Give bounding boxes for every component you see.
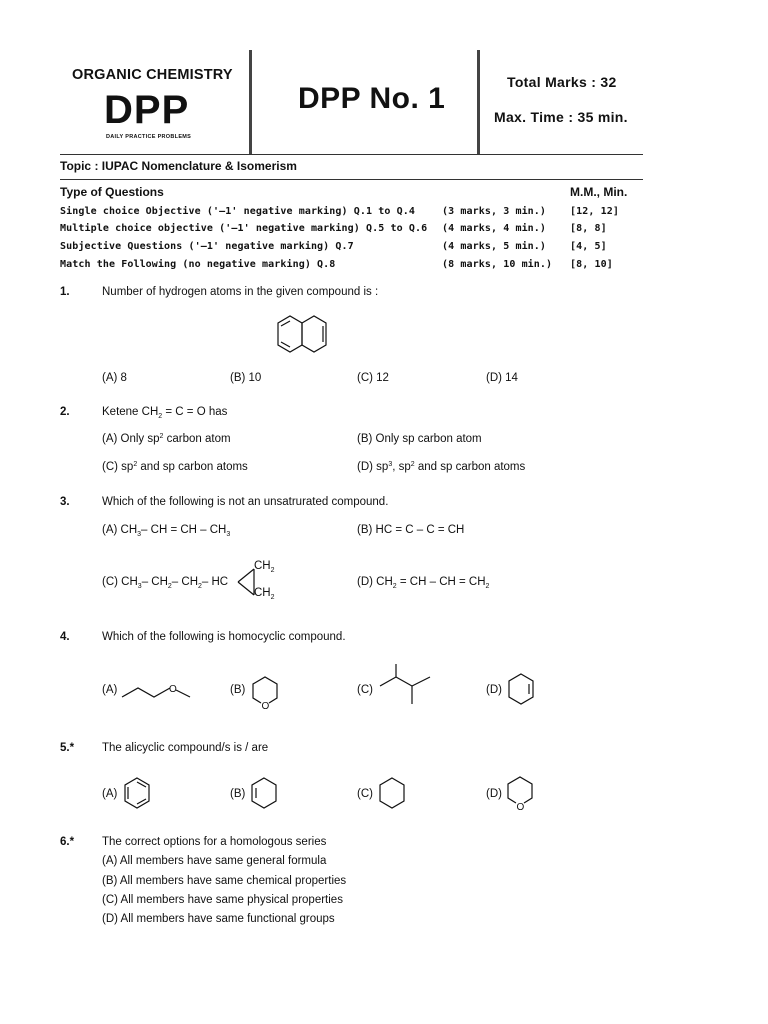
dihydronaphthalene-structure — [270, 313, 340, 358]
option-c: (C) All members have same physical properties — [102, 894, 343, 906]
total-marks: Total Marks : 32 — [507, 74, 617, 90]
option-d: (D) — [486, 684, 502, 696]
option-c: (C) 12 — [357, 372, 389, 384]
option-c: (C) — [357, 788, 373, 800]
header-rule — [60, 154, 643, 155]
option-c: (C) $sp^2$ and sp carbon atoms — [102, 461, 248, 473]
dpp-number: DPP No. 1 — [298, 82, 446, 115]
subject-title: ORGANIC CHEMISTRY — [72, 67, 233, 83]
type-row-marks: (4 marks, 4 min.) — [442, 223, 547, 234]
type-row-mm: [8, 8] — [570, 223, 607, 234]
mm-heading: M.M., Min. — [570, 185, 628, 199]
question-number: 1. — [60, 286, 70, 298]
types-heading: Type of Questions — [60, 185, 164, 199]
cyclohexene-structure — [506, 672, 538, 708]
option-b: (B) Only sp carbon atom — [357, 433, 482, 445]
question-text: Which of the following is not an unsatrurated compound. — [102, 496, 389, 508]
type-row-marks: (4 marks, 5 min.) — [442, 241, 547, 252]
type-row-mm: [8, 10] — [570, 259, 613, 270]
type-row-desc: Match the Following (no negative marking) Q.8 — [60, 259, 336, 270]
dpp-logo: DPP — [104, 88, 190, 132]
option-d: (D) — [486, 788, 502, 800]
tetrahydropyran-structure — [505, 772, 539, 814]
topic: Topic : IUPAC Nomenclature & Isomerism — [60, 159, 297, 173]
header-divider-left — [249, 50, 252, 154]
svg-text:O: O — [261, 701, 270, 712]
option-a: (A) — [102, 788, 118, 800]
option-b: (B) — [230, 684, 246, 696]
option-a: (A) 8 — [102, 372, 127, 384]
question-number: 3. — [60, 496, 70, 508]
svg-text:O: O — [169, 684, 177, 695]
topic-rule — [60, 179, 643, 180]
cyclohexene-structure — [249, 776, 281, 812]
option-c: (C) $CH_3-$ $CH_2-$ $CH_2-$ HC — [102, 576, 229, 590]
question-text: The alicyclic compound/s is / are — [102, 742, 269, 754]
question-number: 4. — [60, 631, 70, 643]
option-b: (B) 10 — [230, 372, 262, 384]
option-c: (C) — [357, 684, 373, 696]
type-row-mm: [4, 5] — [570, 241, 607, 252]
ch2-label-top: $CH_2$ — [254, 560, 275, 574]
option-b: (B) — [230, 788, 246, 800]
question-text: The correct options for a homologous series — [102, 836, 327, 848]
option-a: (A) Only $sp^2$ carbon atom — [102, 433, 231, 445]
type-row-desc: Subjective Questions ('–1' negative marking) Q.7 — [60, 241, 354, 252]
question-number: 2. — [60, 406, 70, 418]
option-b: (B) All members have same chemical properties — [102, 875, 347, 887]
option-b: (B) HC = C – C = CH — [357, 524, 465, 536]
max-time: Max. Time : 35 min. — [494, 109, 628, 125]
ch2-label-bottom: $CH_2$ — [254, 587, 275, 601]
cyclohexane-structure — [377, 776, 409, 812]
question-text: Ketene $CH_2 = C = O$ has — [102, 406, 228, 420]
type-row-desc: Multiple choice objective ('–1' negative marking) Q.5 to Q.6 — [60, 223, 428, 234]
option-d: (D) $sp^3$, $sp^2$ and sp carbon atoms — [357, 461, 526, 473]
option-d: (D) $CH_2$ = CH – CH = $CH_2$ — [357, 576, 490, 590]
question-text: Which of the following is homocyclic compound. — [102, 631, 346, 643]
option-a: (A) All members have same general formula — [102, 855, 327, 867]
question-text: Number of hydrogen atoms in the given compound is : — [102, 286, 379, 298]
type-row-marks: (3 marks, 3 min.) — [442, 206, 547, 217]
tetrahydropyran-structure — [250, 672, 282, 712]
ether-chain-structure — [120, 678, 195, 703]
branched-alkane-structure — [378, 662, 438, 712]
dpp-logo-subtitle: DAILY PRACTICE PROBLEMS — [106, 134, 192, 140]
type-row-desc: Single choice Objective ('–1' negative marking) Q.1 to Q.4 — [60, 206, 415, 217]
question-number: 5.* — [60, 742, 75, 754]
option-d: (D) All members have same functional groups — [102, 913, 335, 925]
question-number: 6.* — [60, 836, 75, 848]
option-a: (A) $CH_3-$ CH = CH – $CH_3$ — [102, 524, 231, 538]
header-divider-right — [477, 50, 480, 154]
type-row-marks: (8 marks, 10 min.) — [442, 259, 553, 270]
option-d: (D) 14 — [486, 372, 518, 384]
benzene-structure — [122, 776, 154, 812]
type-row-mm: [12, 12] — [570, 206, 619, 217]
option-a: (A) — [102, 684, 118, 696]
svg-text:O: O — [516, 802, 525, 813]
